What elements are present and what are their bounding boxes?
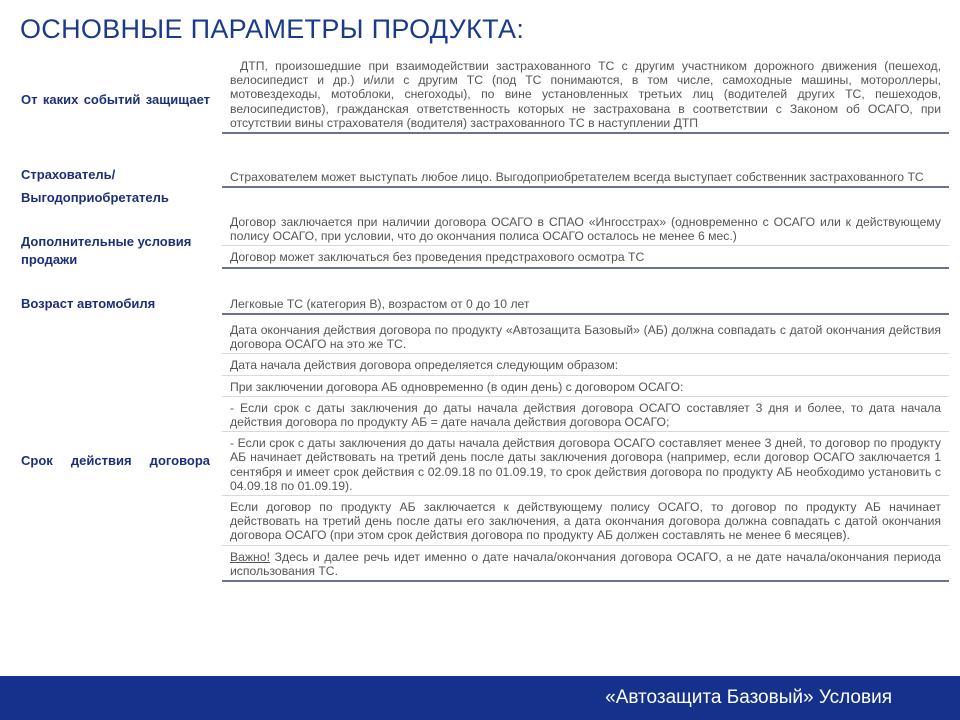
- row-paragraph: ДТП, произошедшие при взаимодействии застрахованного ТС с другим участником дорожного движения (пешеход, велосипедист и др.) и/или с другим ТС (под ТС понимаются, в том числе, самоходные машины, мотороллеры, мотовездеходы, мотоблоки, снегоходы), по вине установленных третьих лиц (водителей других ТС, пешеходов, велосипедистов), гражданская ответственность которых не застрахована в соответствии с Законом об ОСАГО, при отсутствии вины страхователя (водителя) застрахованного ТС в наступлении ДТП: [222, 58, 949, 134]
- row-paragraph: Если договор по продукту АБ заключается к действующему полису ОСАГО, то договор по продукту АБ начинает действовать на третий день после даты его заключения, а дата окончания договора должна совпадать с датой окончания договора ОСАГО (при этом срок действия договора по продукту АБ должен составлять не менее 6 месяцев).: [222, 499, 949, 546]
- note-text: Здесь и далее речь идет именно о дате начала/окончания договора ОСАГО, а не дате начала/окончания периода использования ТС.: [230, 549, 941, 578]
- row-paragraph: При заключении договора АБ одновременно (в один день) с договором ОСАГО:: [222, 379, 949, 397]
- row-content-beneficiary: [222, 169, 949, 188]
- row-paragraph: - Если срок с даты заключения до даты начала действия договора ОСАГО составляет менее 3 дней, то договор по продукту АБ начинает действовать на третий день после даты заключения договора (например, если договор ОСАГО заключается 1 сентября и имеет срок действия с 02.09.18 по 01.09.19, то срок действия договора по продукту АБ необходимо установить с 04.09.18 по 01.09.19).: [222, 435, 949, 496]
- row-paragraph: Дата начала действия договора определяется следующим образом:: [222, 357, 949, 375]
- row-paragraph: Легковые ТС (категория В), возрастом от 0 до 10 лет: [222, 296, 949, 315]
- row-content-term: [222, 322, 949, 582]
- row-content-events: [222, 58, 949, 134]
- row-content-car-age: [222, 296, 949, 315]
- footer-title: «Автозащита Базовый» Условия: [605, 687, 892, 708]
- row-paragraph: Страхователем может выступать любое лицо. Выгодоприобретателем всегда выступает собственник застрахованного ТС: [222, 169, 949, 188]
- row-label-beneficiary: Страхователь/ Выгодоприобретатель: [21, 167, 169, 205]
- row-paragraph: Договор заключается при наличии договора ОСАГО в СПАО «Ингосстрах» (одновременно с ОСАГО или к действующему полису ОСАГО, при условии, что до окончания полиса ОСАГО осталось не менее 6 мес.): [222, 214, 949, 246]
- footer-bar: [0, 676, 960, 720]
- row-label-conditions: Дополнительные условия продажи: [21, 234, 192, 267]
- row-paragraph: - Если срок с даты заключения до даты начала действия договора ОСАГО составляет 3 дня и более, то дата начала действия договора по продукту АБ = дате начала действия договора ОСАГО;: [222, 400, 949, 432]
- row-paragraph: Дата окончания действия договора по продукту «Автозащита Базовый» (АБ) должна совпадать с датой окончания действия договора ОСАГО на это же ТС.: [222, 322, 949, 354]
- row-label-events: От каких событий защищает: [21, 92, 210, 107]
- row-label-car-age: Возраст автомобиля: [21, 296, 156, 311]
- row-label-term: Срок действия договора: [21, 453, 210, 468]
- row-content-conditions: [222, 214, 949, 269]
- row-paragraph: Договор может заключаться без проведения предстрахового осмотра ТС: [222, 249, 949, 268]
- note-important-label: Важно!: [230, 549, 270, 564]
- page-title: ОСНОВНЫЕ ПАРАМЕТРЫ ПРОДУКТА:: [20, 14, 525, 44]
- row-note: [222, 549, 949, 582]
